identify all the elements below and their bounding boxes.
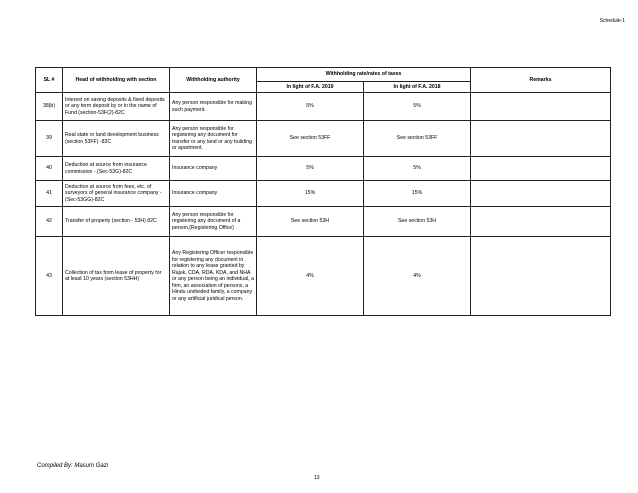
cell-fy2019: See section 53H [257,207,364,237]
cell-authority: Insurance company [170,157,257,181]
cell-fy2018: 4% [364,237,471,316]
cell-head: Deduction at source from insurance commission - (Sec-53G)-82C [63,157,170,181]
header-withholding-rates: Withholding rate/rates of taxes [257,68,471,82]
cell-fy2019: 4% [257,237,364,316]
cell-fy2018: 5% [364,93,471,121]
cell-fy2018: 15% [364,181,471,207]
header-head-of-withholding: Head of withholding with section [63,68,170,93]
cell-sl: 40 [36,157,63,181]
cell-fy2018: See section 53FF [364,121,471,157]
cell-authority: Any Registering Officer responsible for registering any document in relation to any lease granted by Rajuk, CDA, RDA, KDA, and NHA or any person being an individual, a firm, an association of persons, a Hindu undivided family, a company or any artificial juridical person. [170,237,257,316]
cell-head: Interest on saving deposits & fixed deposits or any term deposit by or in the name of Fund (section-53F(2)-82C [63,93,170,121]
cell-sl: 41 [36,181,63,207]
table-row [36,181,611,207]
cell-remarks [471,93,611,121]
table-row [36,207,611,237]
page-number: 13 [314,475,320,481]
cell-sl: 39 [36,121,63,157]
cell-fy2019: See section 53FF [257,121,364,157]
header-fy2019: In light of F.A. 2019 [257,82,364,93]
cell-authority: Any person responsible for registering any document of a person,(Registering Office) [170,207,257,237]
cell-fy2019: 15% [257,181,364,207]
cell-authority: Any person responsible for registering any document for transfer or any land or any building or apartment. [170,121,257,157]
header-remarks: Remarks [471,68,611,93]
cell-sl: 38(b) [36,93,63,121]
cell-fy2018: See section 53H [364,207,471,237]
header-fy2018: In light of F.A. 2018 [364,82,471,93]
cell-fy2019: 5% [257,157,364,181]
table-row [36,93,611,121]
cell-head: Collection of tax from lease of property for at least 10 years (section 53HH) [63,237,170,316]
cell-head: Transfer of property (section - 53H) 82C [63,207,170,237]
cell-authority: Any person responsible for making such payment. [170,93,257,121]
cell-sl: 42 [36,207,63,237]
header-sl: SL # [36,68,63,93]
cell-head: Deduction at source from fees, etc. of surveyors of general insurance company - (Sec-53GG)-82C [63,181,170,207]
compiled-by: Compiled By: Masum Gazi [37,463,109,469]
cell-remarks [471,237,611,316]
cell-remarks [471,181,611,207]
table-row [36,157,611,181]
cell-fy2019: 5% [257,93,364,121]
cell-remarks [471,157,611,181]
schedule-label: Schedule-1 [599,18,625,24]
withholding-table [35,67,611,316]
cell-remarks [471,121,611,157]
cell-authority: Insurance company [170,181,257,207]
table-row [36,121,611,157]
header-withholding-authority: Withholding authority [170,68,257,93]
cell-remarks [471,207,611,237]
cell-sl: 43 [36,237,63,316]
cell-head: Real state or land development business (section 53FF) -82C [63,121,170,157]
cell-fy2018: 5% [364,157,471,181]
table-row [36,237,611,316]
